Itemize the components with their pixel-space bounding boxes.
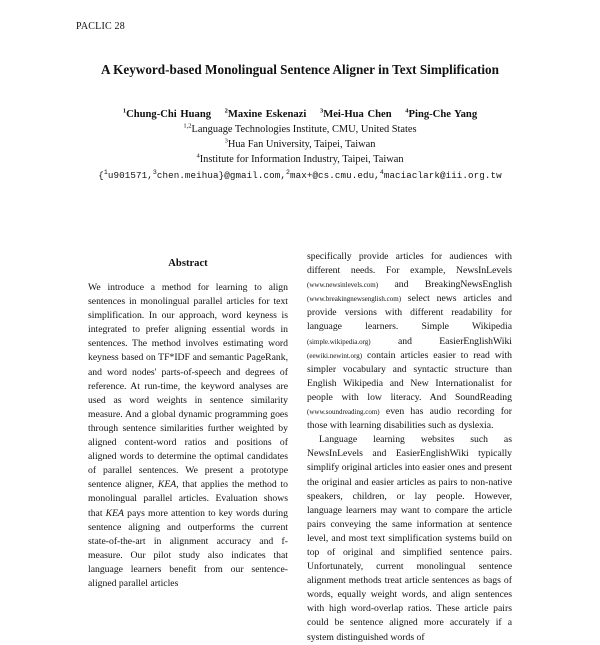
author-emails: {$^1$u901571,$^3$chen.meihua}@gmail.com,$^2$max+@cs.cmu.edu,$^4$maciaclark@iii.org.tw xyxy=(98,168,502,181)
affiliation: $^{1,2}$Language Technologies Institute, CMU, United States xyxy=(183,122,417,135)
paper-title: A Keyword-based Monolingual Sentence Aligner in Text Simplification xyxy=(101,62,499,77)
affiliation: $^3$Hua Fan University, Taipei, Taiwan xyxy=(224,137,376,150)
abstract-paragraph: We introduce a method for learning to align sentences in monolingual parallel articles for text simplification. In our approach, word keyness is integrated to prefer aligning essential words in sentences. The method involves estimating word keyness based on TF*IDF and semantic PageRank, and word nodes' parts-of-speech and degrees of reference. At run-time, the keyword analyses are used as word weights in sentence similarity measure. And a global dynamic programming goes through sentence similarities further weighted by aligned content-word ratios and positions of aligned words to determine the optimal candidates of parallel sentences. We present a prototype sentence aligner, KEA, that applies the method to monolingual parallel articles. Evaluation shows that KEA pays more attention to key words during sentence aligning and outperforms the current state-of-the-art in alignment accuracy and f-measure. Our pilot study also indicates that language learners benefit from our sentence-aligned parallel articles xyxy=(88,282,288,589)
abstract-heading: Abstract xyxy=(168,258,208,269)
author: $^3$Mei-Hua Chen xyxy=(319,107,392,120)
intro-paragraph: specifically provide articles for audiences with different needs. For example, NewsInLevels (www.newsinlevels.com) and BreakingNewsEnglish (www.breakingnewsenglish.com) select news articles and provide versions with different readability for language learners. Simple Wikipedia (simple.wikipedia.org) and EasierEnglishWiki (eewiki.newint.org) contain articles easier to read with simpler vocabulary and syntactic structure than English Wikipedia and New Internationalist for people with low literacy. And SoundReading (www.soundreading.com) even has audio recording for those with learning disabilities such as dyslexia. xyxy=(307,251,513,432)
author: $^1$Chung-Chi Huang xyxy=(122,107,212,120)
intro-body xyxy=(307,250,512,645)
affiliation: $^4$Institute for Information Industry, Taipei, Taiwan xyxy=(196,152,404,165)
author-list xyxy=(0,109,600,120)
conference-header: PACLIC 28 xyxy=(76,21,125,32)
author: $^2$Maxine Eskenazi xyxy=(224,107,307,120)
abstract-body xyxy=(88,281,288,591)
intro-paragraph: Language learning websites such as NewsInLevels and EasierEnglishWiki typically simplify original articles into easier ones and present the original and easier articles as pairs to non-native speakers, children, or lay people. However, language learners may want to compare the article pairs conveying the same information at sentence level, and most text simplification systems build on top of original and simplified sentence pairs. Unfortunately, current monolingual sentence alignment methods treat article sentences as bags of words, equally weight words, and align sentences with high word-overlap ratios. These article pairs could be sentence aligned more accurately if a system distinguished words of xyxy=(307,434,512,643)
author: $^4$Ping-Che Yang xyxy=(405,107,478,120)
